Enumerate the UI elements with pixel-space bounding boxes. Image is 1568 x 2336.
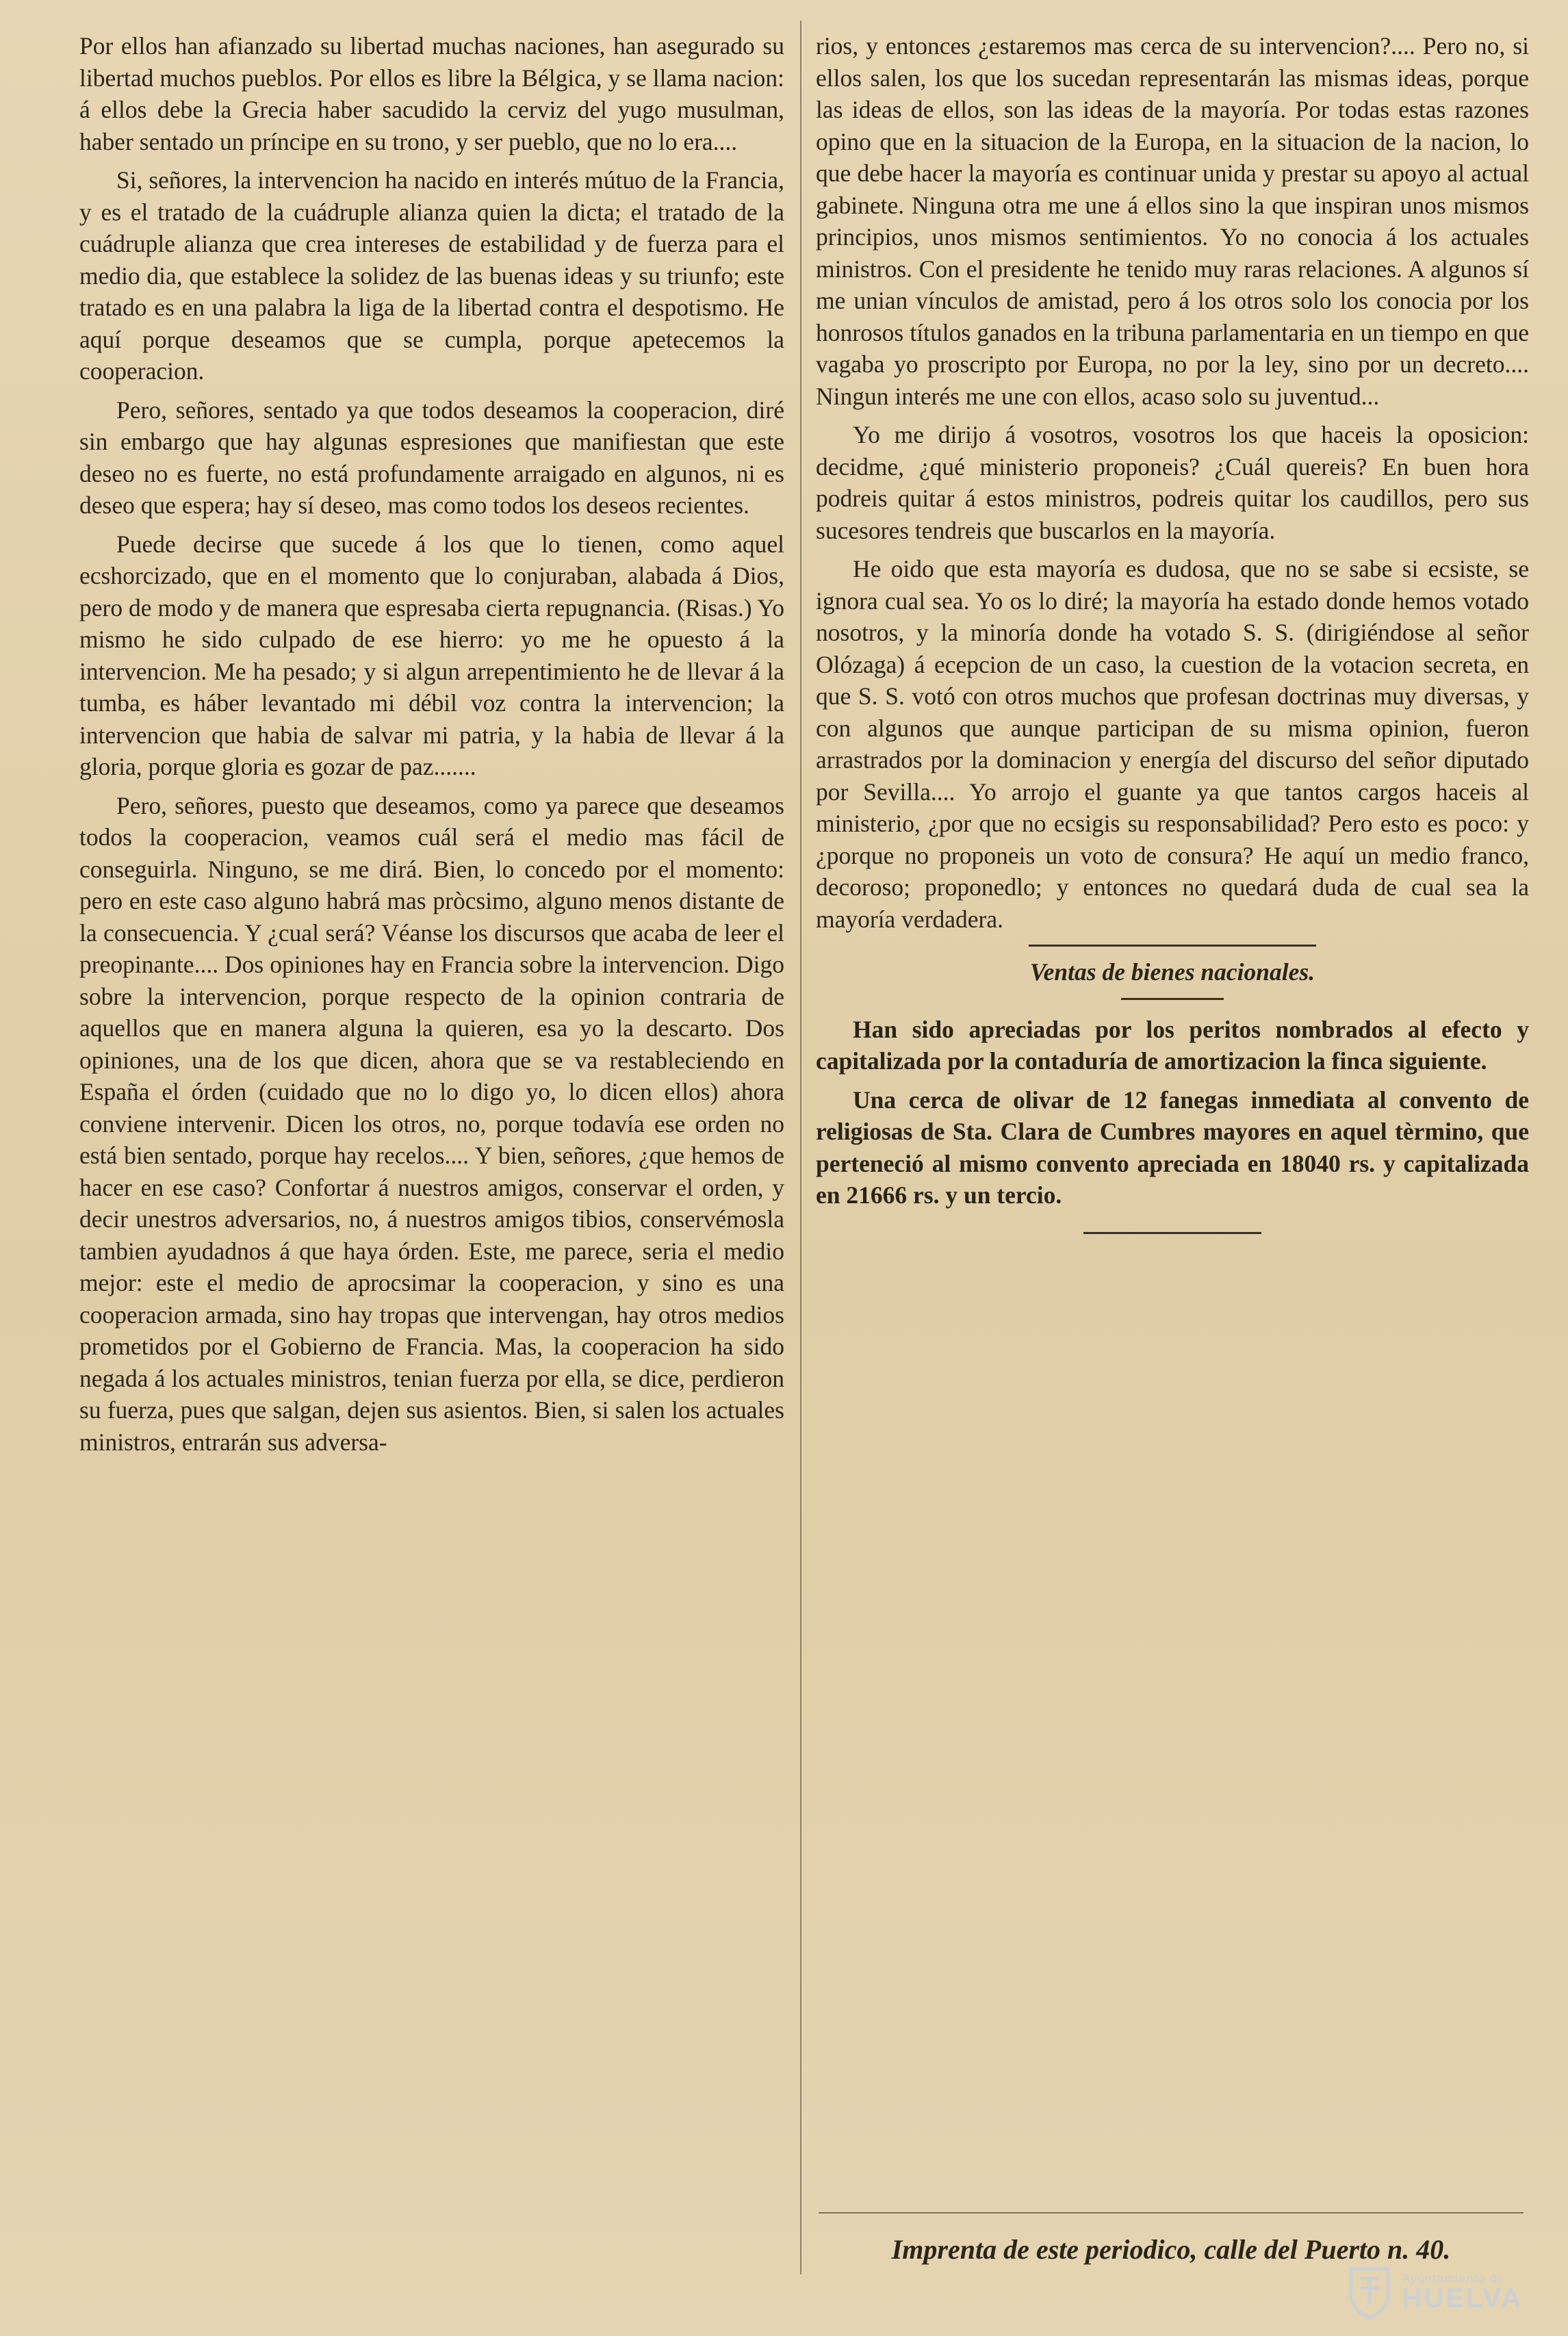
imprint-line: Imprenta de este periodico, calle del Puerto n. 40. (891, 2234, 1451, 2265)
watermark-small-text: Ayuntamiento de (1402, 2272, 1505, 2285)
paragraph: Yo me dirijo á vosotros, vosotros los que haceis la oposicion: decidme, ¿qué ministerio proponeis? ¿Cuál quereis? En buen hora podreis quitar á estos ministros, podreis quitar los caudillos, pero sus sucesores tendreis que buscarlos en la mayoría. (816, 421, 1529, 544)
paragraph: He oido que esta mayoría es dudosa, que no se sabe si ecsiste, se ignora cual sea. Yo os lo diré; la mayoría ha estado donde hemos votado nosotros, y la minoría donde ha votado S. S. (dirigiéndose al señor Olózaga) á ecepcion de un caso, la cuestion de la votacion secreta, en que S. S. votó con otros muchos que profesan doctrinas muy diversas, y con algunos que aunque participan de su misma opinion, fueron arrastrados por la dominacion y energía del discurso del señor diputado por Sevilla.... Yo arrojo el guante ya que tantos cargos haceis al ministerio, ¿por que no ecsigis su responsabilidad? Pero esto es poco: y ¿porque no proponeis un voto de consura? He aquí un medio franco, decoroso; proponedlo; y entonces no quedará duda de cual sea la mayoría verdadera. (816, 555, 1529, 933)
column-divider (800, 21, 801, 2274)
paragraph: Han sido apreciadas por los peritos nombrados al efecto y capitalizada por la contaduría de amortizacion la finca siguiente. (816, 1015, 1529, 1075)
section-rule (1029, 945, 1316, 947)
paragraph: Puede decirse que sucede á los que lo tienen, como aquel ecshorcizado, que en el momento que lo conjuraban, alabada á Dios, pero de modo y de manera que espresaba cierta repugnancia. (Risas.) Yo mismo he sido culpado de ese hierro: yo me he opuesto á la intervencion. Me ha pesado; y si algun arrepentimiento he de llevar á la tumba, es háber levantado mi débil voz contra la intervencion; la intervencion que habia de salvar mi patria, y la habia de llevar á la gloria, porque gloria es gozar de paz....... (79, 530, 784, 780)
left-column (79, 30, 784, 2295)
paragraph: Pero, señores, sentado ya que todos deseamos la cooperacion, diré sin embargo que hay algunas espresiones que manifiestan que este deseo no es fuerte, no está profundamente arraigado en algunos, ni es deseo que espera; hay sí deseo, mas como todos los deseos recientes. (79, 396, 784, 519)
paragraph: Pero, señores, puesto que deseamos, como ya parece que deseamos todos la cooperacion, veamos cuál será el medio mas fácil de conseguirla. Ninguno, se me dirá. Bien, lo concedo por el momento: pero en este caso alguno habrá mas pròcsimo, alguno menos distante de la consecuencia. Y ¿cual será? Véanse los discursos que acaba de leer el preopinante.... Dos opiniones hay en Francia sobre la intervencion. Digo sobre la intervencion, porque respecto de la opinion contraria de aquellos que en manera alguna la quieren, esa yo la descarto. Dos opiniones, una de los que dicen, ahora que se va restableciendo en España el órden (cuidado que no lo digo yo, lo dicen ellos) ahora conviene intervenir. Dicen los otros, no, porque todavía ese orden no está bien sentado, porque hay recelos.... Y bien, señores, ¿que hemos de hacer en ese caso? Confortar á nuestros amigos, conservar el orden, y decir unestros adversarios, no, á nuestros amigos tibios, conservémosla tambien ayudadnos á que haya órden. Este, me parece, seria el medio mejor: este el medio de aprocsimar la cooperacion, y sino es una cooperacion armada, sino hay tropas que intervengan, hay otros medios prometidos por el Gobierno de Francia. Mas, la cooperacion ha sido negada á los actuales ministros, tenian fuerza por ella, se dice, perdieron su fuerza, pues que salgan, dejen sus asientos. Bien, si salen los actuales ministros, entrarán sus adversa- (79, 791, 784, 1456)
paragraph: rios, y entonces ¿estaremos mas cerca de su intervencion?.... Pero no, si ellos salen, los que los sucedan representarán las mismas ideas, porque las ideas de ellos, son las ideas de la mayoría. Por todas estas razones opino que en la situacion de la Europa, en la situacion de la nacion, lo que debe hacer la mayoría es continuar unida y prestar su apoyo al actual gabinete. Ninguna otra me une á ellos sino la que inspiran unos mismos principios, unos mismos sentimientos. Yo no conocia á los actuales ministros. Con el presidente he tenido muy raras relaciones. A algunos sí me unian vínculos de amistad, pero á los otros solo los conocia por los honrosos títulos ganados en la tribuna parlamentaria en un tiempo en que vagaba yo proscripto por Europa, no por la ley, sino por un decreto.... Ningun interés me une con ellos, acaso solo su juventud... (816, 32, 1529, 410)
paragraph: Una cerca de olivar de 12 fanegas inmediata al convento de religiosas de Sta. Clara de Cumbres mayores en aquel tèrmino, que perteneció al mismo convento apreciada en 18040 rs. y capitalizada en 21666 rs. y un tercio. (816, 1086, 1529, 1209)
section-title: Ventas de bienes nacionales. (1029, 958, 1315, 986)
imprint-rule (819, 2212, 1524, 2213)
watermark (1346, 2265, 1523, 2320)
end-rule (1083, 1232, 1261, 1234)
section-rule (1121, 998, 1224, 1000)
watermark-big-text: HUELVA (1402, 2283, 1523, 2313)
right-column (816, 30, 1529, 2295)
paragraph: Por ellos han afianzado su libertad muchas naciones, han asegurado su libertad muchos pueblos. Por ellos es libre la Bélgica, y se llama nacion: á ellos debe la Grecia haber sacudido la cerviz del yugo musulman, haber sentado un príncipe en su trono, y ser pueblo, que no lo era.... (79, 32, 784, 155)
paragraph: Si, señores, la intervencion ha nacido en interés mútuo de la Francia, y es el tratado de la cuádruple alianza quien la dicta; el tratado de la cuádruple alianza que crea intereses de estabilidad y de fuerza para el medio dia, que establece la solidez de las buenas ideas y su triunfo; este tratado es en una palabra la liga de la libertad contra el despotismo. He aquí porque deseamos que se cumpla, porque apetecemos la cooperacion. (79, 166, 784, 385)
city-crest-icon (1346, 2265, 1393, 2320)
